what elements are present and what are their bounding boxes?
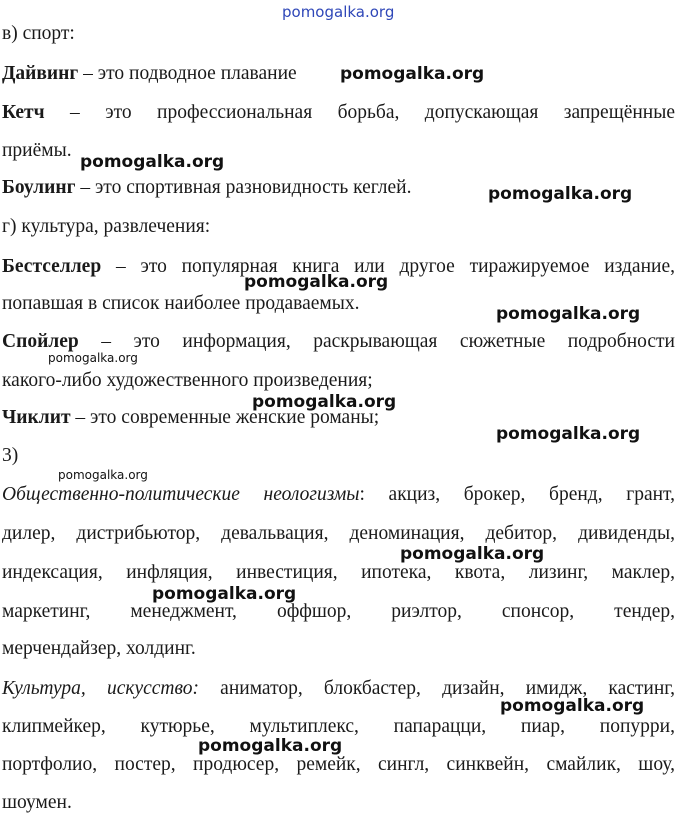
culture-art-line-2: клипмейкер, кутюрье, мультиплекс, папарацци, пиар, попурри, (2, 716, 675, 737)
watermark: pomogalka.org (152, 584, 297, 604)
definition-text: – это профессиональная борьба, допускающая запрещённые (44, 102, 675, 123)
watermark: pomogalka.org (244, 272, 389, 292)
term-bestseller: Бестселлер (2, 256, 102, 277)
culture-art-line-3: портфолио, постер, продюсер, ремейк, сингл, синквейн, смайлик, шоу, (2, 754, 675, 775)
watermark: pomogalka.org (252, 392, 397, 412)
term-bowling: Боулинг (2, 177, 76, 198)
socio-political-line-2: дилер, дистрибьютор, девальвация, деноминация, дебитор, дивиденды, (2, 523, 675, 544)
socio-political-category: Общественно-политические неологизмы (2, 484, 360, 505)
definition-text: – это информация, раскрывающая сюжетные подробности (78, 331, 675, 352)
watermark-small: pomogalka.org (48, 351, 138, 365)
term-diving: Дайвинг (2, 63, 79, 84)
definition-spoiler-cont: какого-либо художественного произведения; (2, 370, 373, 391)
definition-bestseller (2, 255, 675, 279)
definition-diving (2, 62, 297, 86)
watermark: pomogalka.org (488, 184, 633, 204)
definition-text: – это спортивная разновидность кеглей. (75, 177, 412, 198)
culture-heading: г) культура, развлечения: (2, 216, 211, 237)
culture-art-line-1 (2, 677, 675, 701)
socio-political-line-4: маркетинг, менеджмент, оффшор, риэлтор, спонсор, тендер, (2, 601, 675, 622)
term-chicklit: Чиклит (2, 407, 71, 428)
word-list: : акциз, брокер, бренд, грант, (359, 484, 675, 505)
definition-bestseller-cont: попавшая в список наиболее продаваемых. (2, 293, 360, 314)
socio-political-line-1 (2, 483, 675, 507)
watermark: pomogalka.org (496, 304, 641, 324)
definition-bowling (2, 176, 411, 200)
term-spoiler: Спойлер (2, 331, 79, 352)
section-3-heading: 3) (2, 445, 19, 466)
watermark-small: pomogalka.org (58, 468, 148, 482)
socio-political-line-3: индексация, инфляция, инвестиция, ипотека, квота, лизинг, маклер, (2, 562, 675, 583)
term-ketch: Кетч (2, 102, 45, 123)
culture-art-category: Культура, искусство: (2, 678, 199, 699)
definition-text: – это современные женские романы; (70, 407, 380, 428)
culture-art-line-4: шоумен. (2, 792, 72, 813)
definition-text: – это подводное плавание (78, 63, 297, 84)
watermark: pomogalka.org (496, 424, 641, 444)
watermark-top: pomogalka.org (282, 3, 395, 21)
definition-spoiler (2, 330, 675, 354)
definition-text: – это популярная книга или другое тиражируемое издание, (101, 256, 675, 277)
watermark: pomogalka.org (198, 736, 343, 756)
watermark: pomogalka.org (400, 544, 545, 564)
socio-political-line-5: мерчендайзер, холдинг. (2, 638, 196, 659)
definition-chicklit (2, 406, 379, 430)
watermark: pomogalka.org (340, 64, 485, 84)
watermark: pomogalka.org (80, 152, 225, 172)
sport-heading: в) спорт: (2, 23, 75, 44)
definition-ketch (2, 101, 675, 125)
watermark: pomogalka.org (500, 696, 645, 716)
word-list: аниматор, блокбастер, дизайн, имидж, кастинг, (198, 678, 675, 699)
definition-ketch-cont: приёмы. (2, 140, 72, 161)
